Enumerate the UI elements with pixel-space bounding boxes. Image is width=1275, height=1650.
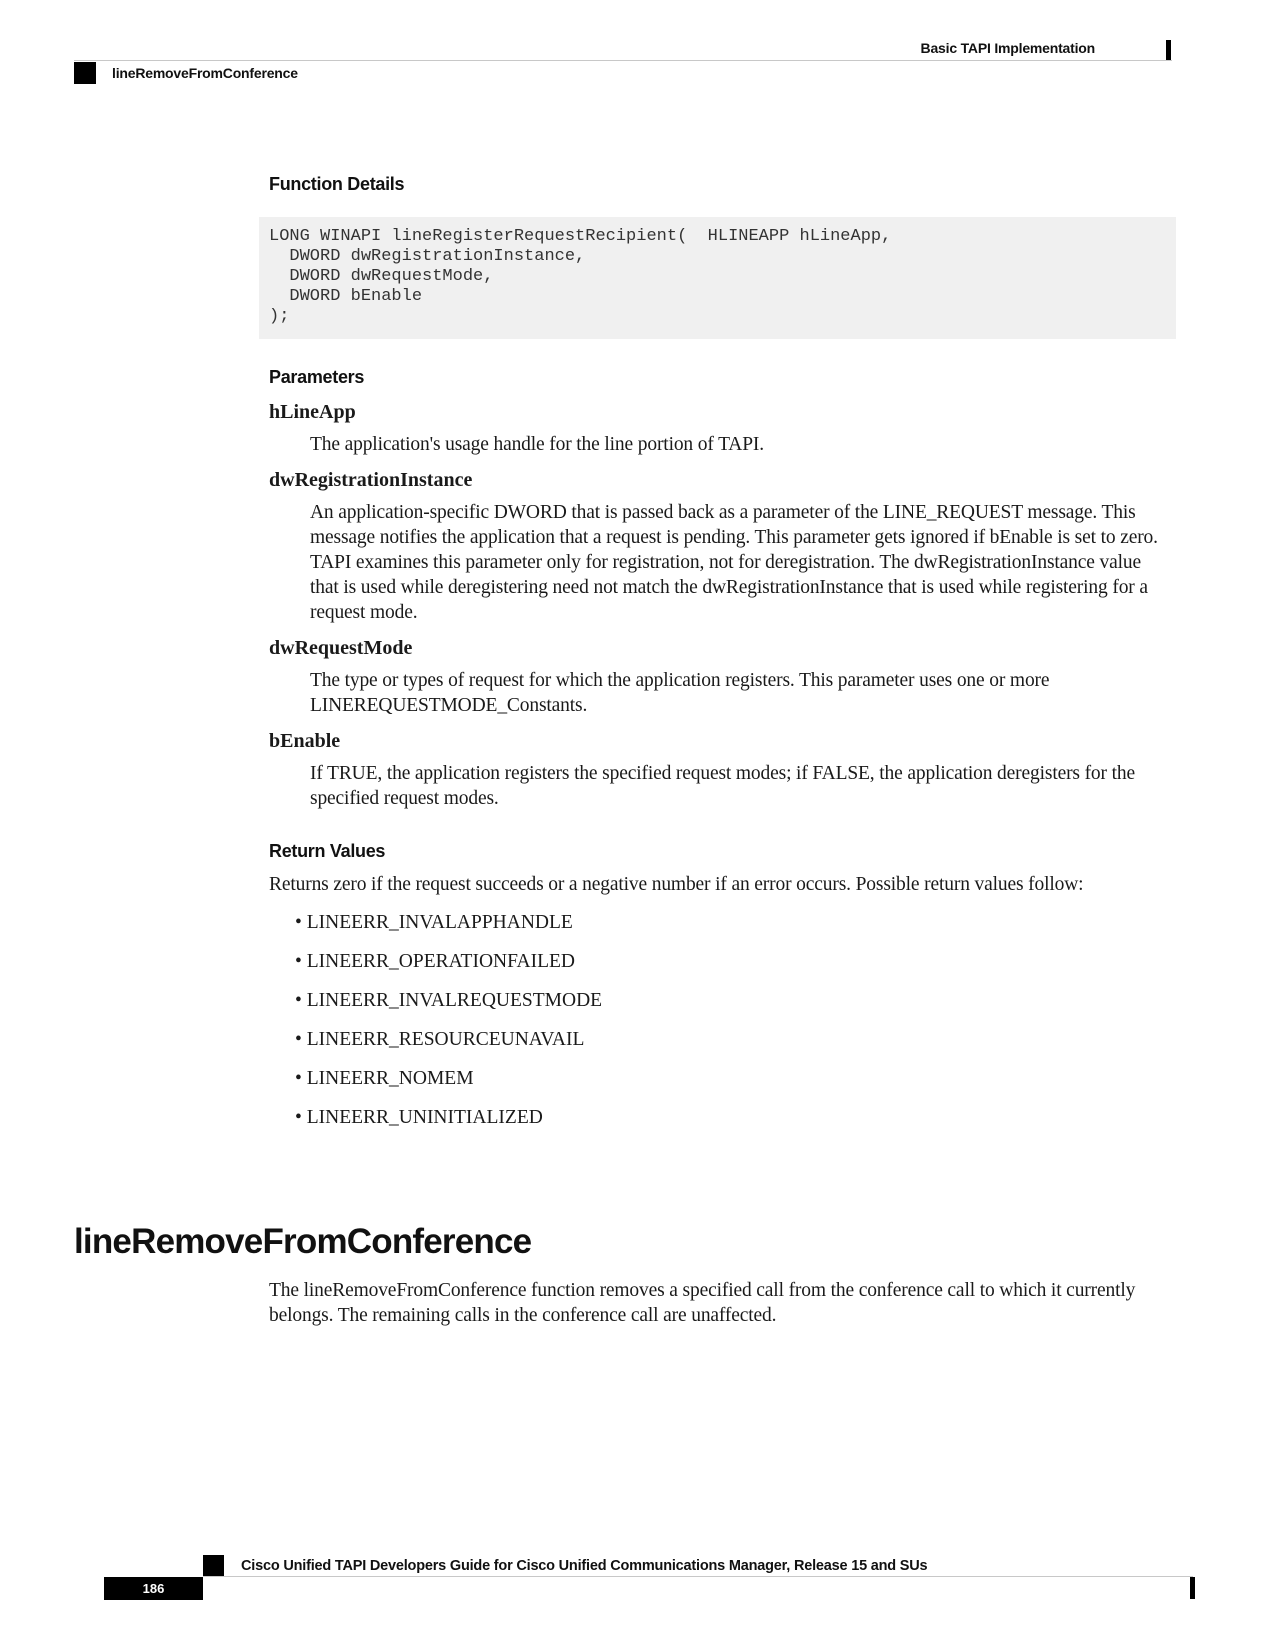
parameter-item [269,468,1174,625]
parameter-item [269,400,1174,457]
return-code: LINEERR_OPERATIONFAILED [306,951,575,972]
parameter-name: dwRegistrationInstance [269,469,473,491]
running-header-section-title: lineRemoveFromConference [112,65,298,81]
list-item: • LINEERR_INVALREQUESTMODE [295,990,603,1011]
header-rule [74,60,1172,61]
parameter-description: The type or types of request for which the application registers. This parameter uses one or more LINEREQUESTMODE_Constants. [310,670,1050,716]
parameter-description: The application's usage handle for the line portion of TAPI. [310,434,764,455]
parameter-item [269,729,1174,811]
main-content [269,174,1174,1130]
footer-rule [203,1576,1193,1577]
footer-book-title: Cisco Unified TAPI Developers Guide for Cisco Unified Communications Manager, Release 15 and SUs [241,1558,928,1574]
page-number: 186 [104,1577,203,1600]
list-item: • LINEERR_RESOURCEUNAVAIL [295,1029,585,1050]
return-code: LINEERR_NOMEM [306,1068,474,1089]
list-item: • LINEERR_NOMEM [295,1068,474,1089]
header-marker-bar [1166,40,1171,60]
return-code: LINEERR_UNINITIALIZED [306,1107,543,1128]
function-details-heading: Function Details [269,174,405,194]
parameter-name: hLineApp [269,401,356,423]
return-values-heading: Return Values [269,841,386,861]
section-intro [269,1278,1174,1328]
return-code: LINEERR_INVALREQUESTMODE [306,990,603,1011]
parameter-description: An application-specific DWORD that is passed back as a parameter of the LINE_REQUEST message. This message notifies the application that a request is pending. This parameter gets ignored if bEnable is set to zero. TAPI examines this parameter only for registration, not for deregistration. The dwRegistrationInstance value that is used while deregistering need not match the dwRegistrationInstance that is used while registering for a request mode. [310,502,1158,623]
header-section-marker [74,62,96,84]
list-item: • LINEERR_OPERATIONFAILED [295,951,575,972]
parameter-name: bEnable [269,730,341,752]
parameter-item [269,636,1174,718]
section-heading: lineRemoveFromConference [74,1222,532,1261]
list-item: • LINEERR_UNINITIALIZED [295,1107,543,1128]
function-signature-code: LONG WINAPI lineRegisterRequestRecipient( HLINEAPP hLineApp, DWORD dwRegistrationInstance, DWORD dwRequestMode, DWORD bEnable ); [259,217,1176,339]
parameter-name: dwRequestMode [269,637,413,659]
parameter-list [269,400,1174,811]
return-values-intro: Returns zero if the request succeeds or a negative number if an error occurs. Possible return values follow: [269,874,1084,895]
return-code: LINEERR_INVALAPPHANDLE [306,912,573,933]
parameters-heading: Parameters [269,367,365,387]
footer-marker-bar [1190,1577,1195,1599]
footer-marker [203,1555,224,1576]
return-code-list [269,910,1174,1130]
running-header-chapter-title: Basic TAPI Implementation [920,40,1095,56]
section-intro-text: The lineRemoveFromConference function removes a specified call from the conference call to which it currently belongs. The remaining calls in the conference call are unaffected. [269,1280,1136,1326]
parameter-description: If TRUE, the application registers the specified request modes; if FALSE, the application deregisters for the specified request modes. [310,763,1135,809]
return-code: LINEERR_RESOURCEUNAVAIL [306,1029,585,1050]
list-item: • LINEERR_INVALAPPHANDLE [295,912,573,933]
